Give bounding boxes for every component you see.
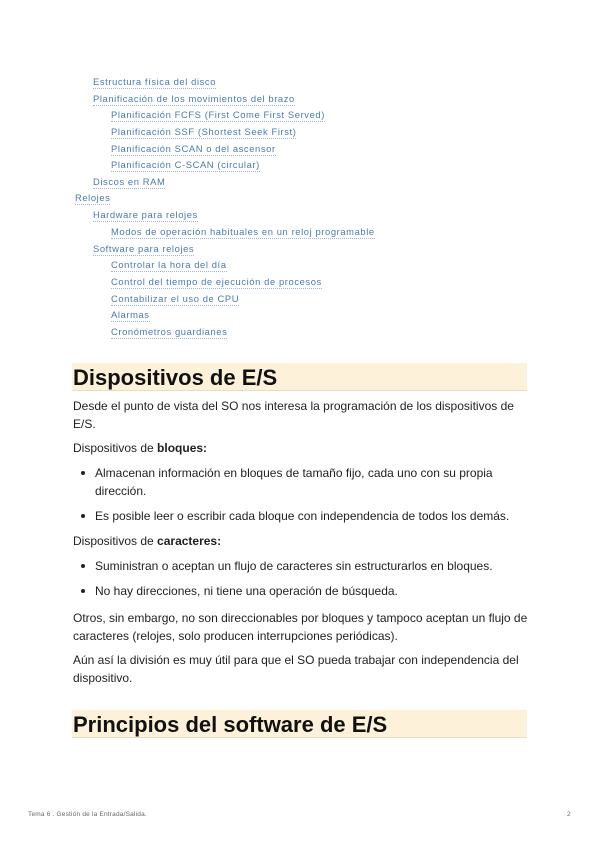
toc-link[interactable]: Planificación FCFS (First Come First Served) — [111, 109, 325, 120]
toc-link[interactable]: Contabilizar el uso de CPU — [111, 293, 240, 304]
toc-link[interactable]: Planificación SCAN o del ascensor — [111, 143, 276, 154]
text-span: Dispositivos de — [73, 441, 158, 455]
paragraph: Desde el punto de vista del SO nos interesa la programación de los dispositivos de E/S. — [73, 399, 514, 431]
paragraph — [73, 532, 528, 550]
page-number: 2 — [567, 811, 571, 818]
toc-link[interactable]: Control del tiempo de ejecución de procesos — [111, 276, 322, 287]
bullet-icon — [81, 564, 85, 568]
toc-link[interactable]: Software para relojes — [93, 243, 195, 254]
footer-text: Tema 6 . Gestión de la Entrada/Salida. — [28, 811, 147, 818]
bold-term: bloques: — [157, 441, 208, 455]
toc-link[interactable]: Planificación C-SCAN (circular) — [111, 159, 260, 170]
text-span: Dispositivos de — [73, 534, 158, 548]
list-item — [73, 582, 523, 600]
list-item — [73, 507, 523, 525]
bullet-icon — [81, 471, 85, 475]
list-item-text: Almacenan información en bloques de tamaño fijo, cada uno con su propia dirección. — [95, 466, 493, 498]
toc-link[interactable]: Controlar la hora del día — [111, 259, 227, 270]
paragraph: Otros, sin embargo, no son direccionables por bloques y tampoco aceptan un flujo de caracteres (relojes, solo producen interrupciones periódicas). — [73, 611, 528, 643]
list-item — [73, 557, 523, 575]
list-item-text: Suministran o aceptan un flujo de caracteres sin estructurarlos en bloques. — [95, 559, 493, 573]
toc-link[interactable]: Planificación de los movimientos del brazo — [93, 93, 295, 104]
toc-link[interactable]: Modos de operación habituales en un reloj programable — [111, 226, 375, 237]
bullet-icon — [81, 589, 85, 593]
paragraph: Aún así la división es muy útil para que el SO pueda trabajar con independencia del dispositivo. — [73, 653, 519, 685]
toc-link[interactable]: Planificación SSF (Shortest Seek First) — [111, 126, 297, 137]
bullet-list — [73, 464, 523, 525]
toc-link[interactable]: Hardware para relojes — [93, 209, 198, 220]
bullet-icon — [81, 514, 85, 518]
bullet-list — [73, 557, 523, 600]
bold-term: caracteres: — [157, 534, 222, 548]
paragraph — [73, 439, 528, 457]
toc-link[interactable]: Discos en RAM — [93, 176, 166, 187]
toc-link[interactable]: Relojes — [75, 192, 111, 203]
section-heading: Principios del software de E/S — [72, 710, 527, 738]
list-item — [73, 464, 523, 500]
list-item-text: No hay direcciones, ni tiene una operación de búsqueda. — [95, 584, 398, 598]
toc-link[interactable]: Cronómetros guardianes — [111, 326, 228, 337]
section-heading: Dispositivos de E/S — [72, 363, 527, 391]
toc-link[interactable]: Estructura física del disco — [93, 76, 217, 87]
toc-link[interactable]: Alarmas — [111, 309, 150, 320]
list-item-text: Es posible leer o escribir cada bloque con independencia de todos los demás. — [95, 509, 510, 523]
